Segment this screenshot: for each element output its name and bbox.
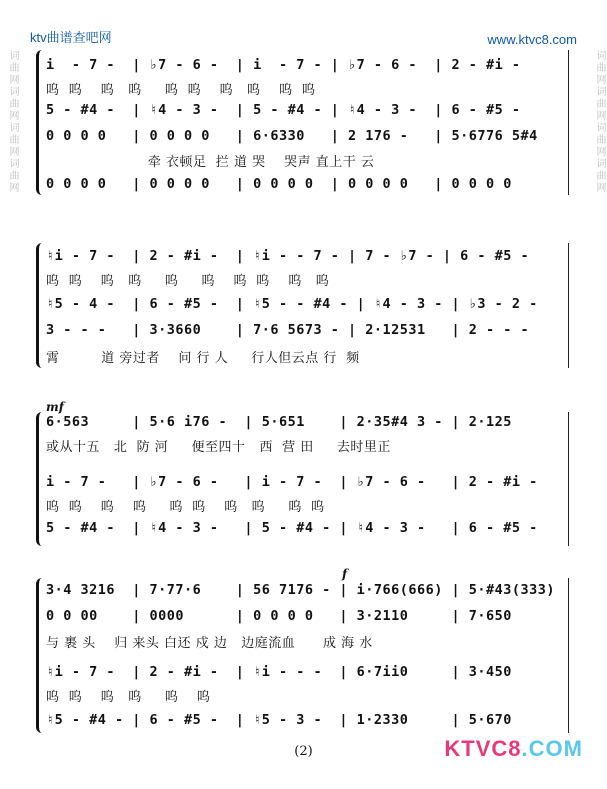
notation-line: 0 0 00 | 0000 | 0 0 0 0 | 3·2110 | 7·650 bbox=[46, 608, 512, 624]
barline bbox=[568, 412, 569, 546]
notation-line: i - 7 - | ♭7 - 6 - | i - 7 - | ♭7 - 6 - | 2 - #i - bbox=[46, 57, 521, 73]
barline bbox=[568, 50, 569, 195]
notation-line: 0 0 0 0 | 0 0 0 0 | 6·6330 | 2 176 - | 5·6776 5#4 bbox=[46, 128, 538, 144]
page-number: (2) bbox=[294, 744, 313, 759]
lyric-line: 霄 道 旁过者 问 行 人 行人但云点 行 频 bbox=[46, 351, 360, 366]
notation-line: 3 - - - | 3·3660 | 7·6 5673 - | 2·12531 | 2 - - - bbox=[46, 322, 530, 338]
dynamic-f: f bbox=[342, 567, 348, 581]
lyric-line: 牵 衣顿足 拦 道 哭 哭声 直上干 云 bbox=[46, 155, 375, 170]
watermark-right: www.ktvc8.com bbox=[487, 32, 577, 47]
side-watermark-left: 词曲网词曲网词曲网词曲网 bbox=[7, 50, 18, 194]
notation-line: ♮5 - #4 - | 6 - #5 - | ♮5 - 3 - | 1·2330 | 5·670 bbox=[46, 712, 512, 728]
side-watermark-right: 词曲网词曲网词曲网词曲网 bbox=[594, 50, 605, 194]
lyric-line: 呜 呜 呜 呜 呜 呜 呜 呜 呜 呜 bbox=[46, 274, 330, 289]
system-brace bbox=[36, 243, 45, 368]
notation-line: i - 7 - | ♭7 - 6 - | i - 7 - | ♭7 - 6 - | 2 - #i - bbox=[46, 474, 538, 490]
notation-line: 5 - #4 - | ♮4 - 3 - | 5 - #4 - | ♮4 - 3 - | 6 - #5 - bbox=[46, 520, 538, 536]
notation-line: 5 - #4 - | ♮4 - 3 - | 5 - #4 - | ♮4 - 3 - | 6 - #5 - bbox=[46, 102, 521, 118]
notation-line: 0 0 0 0 | 0 0 0 0 | 0 0 0 0 | 0 0 0 0 | 0 0 0 0 bbox=[46, 176, 512, 192]
system-brace bbox=[36, 578, 45, 733]
barline bbox=[568, 578, 569, 733]
lyric-line: 与 裹 头 归 来头 白还 戍 边 边庭流血 成 海 水 bbox=[46, 636, 373, 651]
notation-line: ♮5 - 4 - | 6 - #5 - | ♮5 - - #4 - | ♮4 - 3 - | ♭3 - 2 - bbox=[46, 296, 538, 312]
logo-suffix: .COM bbox=[521, 736, 583, 761]
lyric-line: 呜 呜 呜 呜 呜 呜 呜 呜 呜 呜 bbox=[46, 83, 316, 98]
notation-line: 6·563 | 5·6 i76 - | 5·651 | 2·35#4 3 - | 2·125 bbox=[46, 414, 512, 430]
lyric-line: 呜 呜 呜 呜 呜 呜 bbox=[46, 690, 211, 705]
watermark-left: ktv曲谱查吧网 bbox=[30, 30, 112, 45]
lyric-line: 或从十五 北 防 河 便至四十 西 营 田 去时里正 bbox=[46, 440, 391, 455]
logo-text: KTVC8 bbox=[444, 736, 522, 761]
dynamic-mf: mf bbox=[46, 400, 64, 414]
barline bbox=[568, 243, 569, 368]
notation-line: 3·4 3216 | 7·77·6 | 56 7176 - | i·766(666) | 5·#43(333) bbox=[46, 582, 556, 598]
notation-line: ♮i - 7 - | 2 - #i - | ♮i - - 7 - | 7 - ♭7 - | 6 - #5 - bbox=[46, 248, 530, 264]
site-logo[interactable] bbox=[444, 736, 583, 762]
lyric-line: 呜 呜 呜 呜 呜 呜 呜 呜 呜 呜 bbox=[46, 500, 325, 515]
system-brace bbox=[36, 50, 45, 195]
system-brace bbox=[36, 412, 45, 546]
notation-line: ♮i - 7 - | 2 - #i - | ♮i - - - | 6·7ii0 | 3·450 bbox=[46, 664, 512, 680]
